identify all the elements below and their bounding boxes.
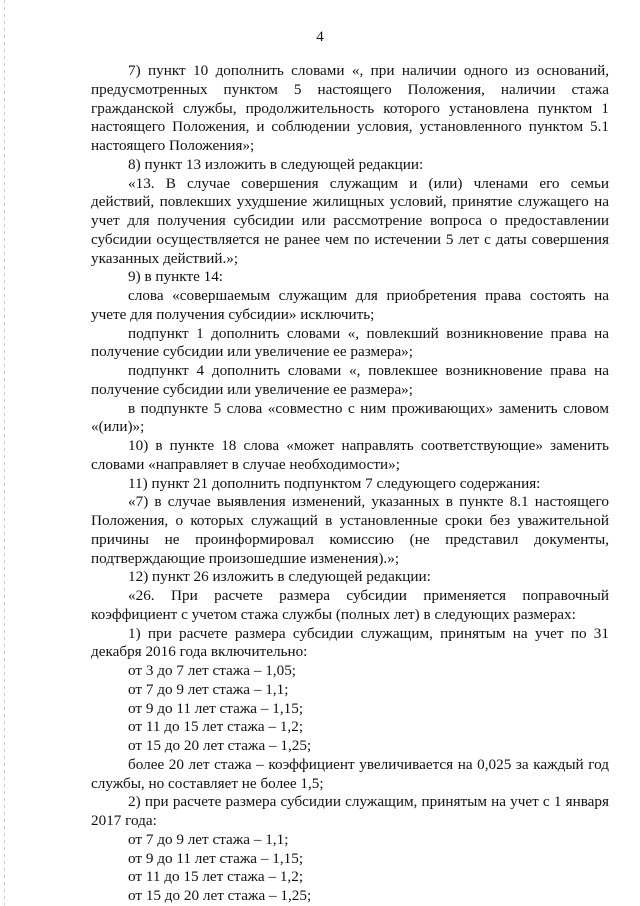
list-item: от 11 до 15 лет стажа – 1,2; xyxy=(128,868,304,886)
paragraph-item-9-sub4: подпункт 4 дополнить словами «, повлекшее возникновение права на получение субсидии или увеличение ее размера»; xyxy=(91,362,609,398)
paragraph-item-12: 12) пункт 26 изложить в следующей редакции: xyxy=(128,568,431,586)
scan-edge-line xyxy=(4,0,5,905)
paragraph-more-than-20: более 20 лет стажа – коэффициент увеличивается на 0,025 за каждый год службы, но составляет не более 1,5; xyxy=(91,755,609,792)
list-item: от 11 до 15 лет стажа – 1,2; xyxy=(128,718,304,736)
list-item: от 9 до 11 лет стажа – 1,15; xyxy=(128,699,304,717)
paragraph-item-9: 9) в пункте 14: xyxy=(128,268,224,286)
list-item: от 15 до 20 лет стажа – 1,25; xyxy=(128,887,312,904)
page-number: 4 xyxy=(316,29,324,45)
document-body xyxy=(91,62,609,906)
paragraph-item-8: 8) пункт 13 изложить в следующей редакции: xyxy=(128,155,424,173)
paragraph-subpoint-1: 1) при расчете размера субсидии служащим, принятым на учет по 31 декабря 2016 года включительно: xyxy=(91,624,609,661)
paragraph-subpoint-2: 2) при расчете размера субсидии служащим, принятым на учет с 1 января 2017 года: xyxy=(91,793,609,829)
list-item: от 9 до 11 лет стажа – 1,15; xyxy=(128,849,304,867)
paragraph-item-10: 10) в пункте 18 слова «может направлять соответствующие» заменить словами «направляет в случае необходимости»; xyxy=(91,437,609,473)
list-item: от 7 до 9 лет стажа – 1,1; xyxy=(128,830,289,848)
paragraph-point-13-text: «13. В случае совершения служащим и (или) членами его семьи действий, повлекших ухудшение жилищных условий, принятие служащего на учет для получения субсидии или рассмотрение вопроса о предоставлении субсидии осуществляется не ранее чем по истечении 5 лет с даты совершения указанных действий.»; xyxy=(91,174,609,267)
paragraph-item-9-sub1: подпункт 1 дополнить словами «, повлекший возникновение права на получение субсидии или увеличение ее размера»; xyxy=(91,324,609,361)
list-item: от 3 до 7 лет стажа – 1,05; xyxy=(128,662,297,679)
list-item: от 15 до 20 лет стажа – 1,25; xyxy=(128,737,312,754)
paragraph-item-9-sub5: в подпункте 5 слова «совместно с ним проживающих» заменить словом «(или)»; xyxy=(91,399,609,436)
list-item: от 7 до 9 лет стажа – 1,1; xyxy=(128,680,289,698)
paragraph-item-11: 11) пункт 21 дополнить подпунктом 7 следующего содержания: xyxy=(128,474,541,492)
paragraph-point-26-text: «26. При расчете размера субсидии применяется поправочный коэффициент с учетом стажа службы (полных лет) в следующих размерах: xyxy=(91,587,609,623)
paragraph-item-9-words: слова «совершаемым служащим для приобретения права состоять на учете для получения субсидии» исключить; xyxy=(91,287,609,323)
paragraph-item-7: 7) пункт 10 дополнить словами «, при наличии одного из оснований, предусмотренных пунктом 5 настоящего Положения, наличии стажа гражданской службы, продолжительность которого установлена пунктом 1 настоящего Положения, и соблюдении условия, установленного пунктом 5.1 настоящего Положения»; xyxy=(91,62,609,154)
paragraph-sub7-text: «7) в случае выявления изменений, указанных в пункте 8.1 настоящего Положения, о которых служащий в установленные сроки без уважительной причины не проинформировал комиссию (не представил документы, подтверждающие произошедшие изменения).»; xyxy=(91,493,609,567)
